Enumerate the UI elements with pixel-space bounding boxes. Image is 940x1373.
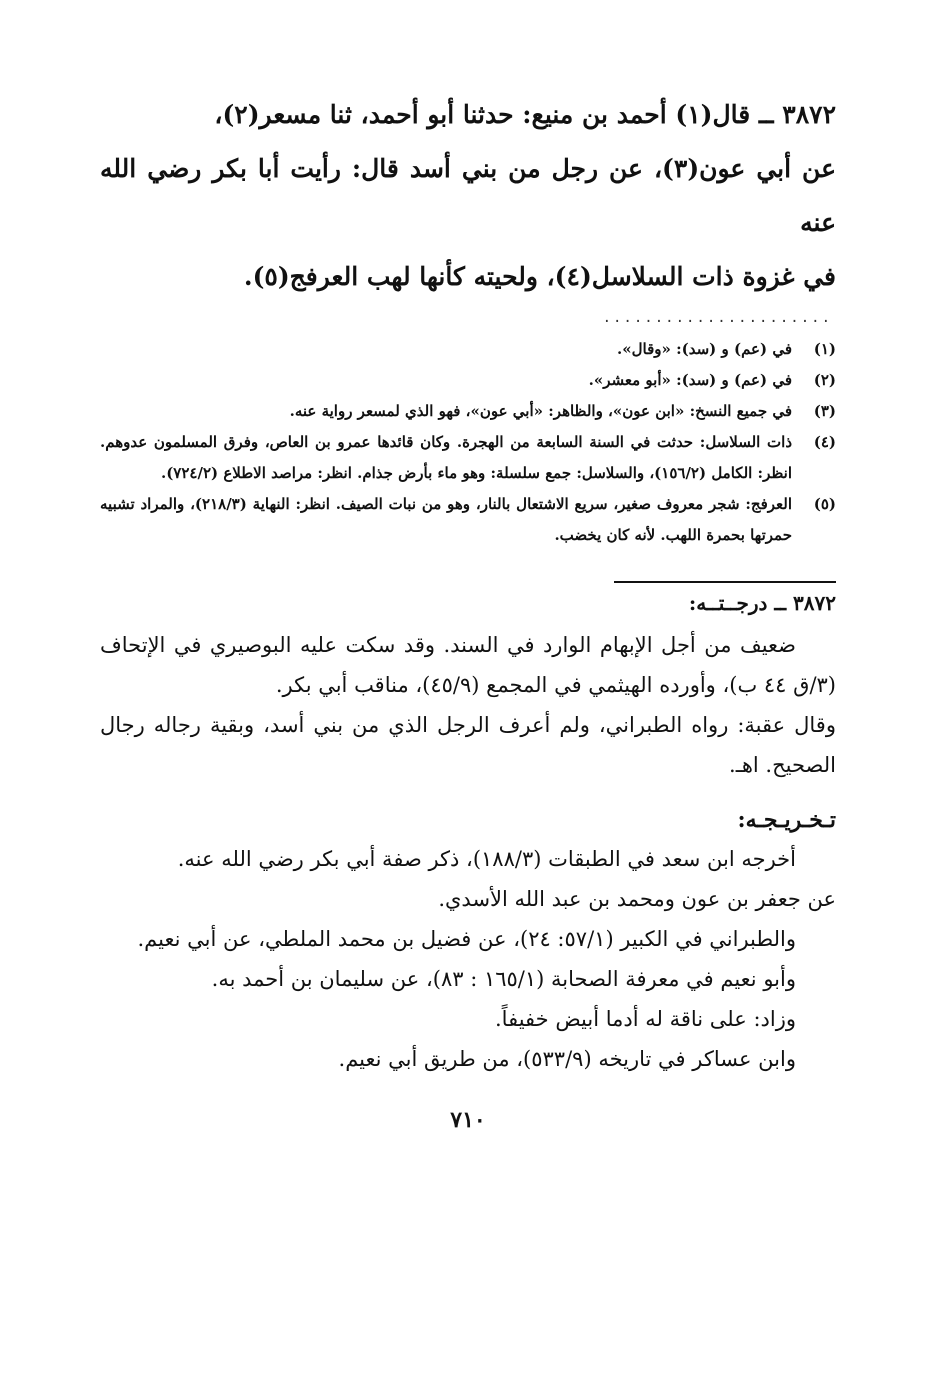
- takhrij-section: [100, 839, 836, 1079]
- footnote: [100, 365, 836, 396]
- grade-paragraph: ضعيف من أجل الإبهام الوارد في السند. وقد سكت عليه البوصيري في الإتحاف (٣/ق ٤٤ ب)، وأورده الهيثمي في المجمع (٤٥/٩)، مناقب أبي بكر.: [100, 633, 836, 697]
- footnote-text: في جميع النسخ: «ابن عون»، والظاهر: «أبي عون»، فهو الذي لمسعر رواية عنه.: [289, 402, 792, 420]
- takhrij-paragraph: والطبراني في الكبير (٥٧/١: ٢٤)، عن فضيل بن محمد الملطي، عن أبي نعيم.: [137, 927, 796, 951]
- footnote-number: (٤): [813, 433, 836, 451]
- footnotes: [100, 334, 836, 551]
- section-divider: [614, 581, 836, 583]
- footnote-text: في (عم) و (سد): «أبو معشر».: [588, 371, 792, 389]
- footnote-text: ذات السلاسل: حدثت في السنة السابعة من الهجرة. وكان قائدها عمرو بن العاص، وفرق المسلمون عدوهم. انظر: الكامل (١٥٦/٢)، والسلاسل: جمع سلسلة: وهو ماء بأرض جذام. انظر: مراصد الاطلاع (٧٢٤/٢).: [100, 433, 792, 482]
- page-content: [100, 88, 836, 1133]
- page-number: ٧١٠: [450, 1107, 486, 1133]
- footnote-number: (٣): [813, 402, 836, 420]
- footnote-separator: ......................: [602, 310, 832, 326]
- takhrij-paragraph: وأبو نعيم في معرفة الصحابة (١٦٥/١ : ٨٣)، عن سليمان بن أحمد به.: [211, 967, 796, 991]
- footnote-text: في (عم) و (سد): «وقال».: [617, 340, 792, 358]
- footnote-number: (٥): [813, 495, 836, 513]
- footnote: [100, 489, 836, 551]
- footnote-number: (٢): [813, 371, 836, 389]
- footnote: [100, 427, 836, 489]
- footnote: [100, 334, 836, 365]
- takhrij-paragraph: وابن عساكر في تاريخه (٥٣٣/٩)، من طريق أبي نعيم.: [338, 1047, 796, 1071]
- footnote-number: (١): [813, 340, 836, 358]
- hadith-line: عن أبي عون(٣)، عن رجل من بني أسد قال: رأيت أبا بكر رضي الله عنه: [100, 154, 836, 237]
- hadith-text: [100, 88, 836, 304]
- takhrij-paragraph: عن جعفر بن عون ومحمد بن عبد الله الأسدي.: [438, 887, 836, 911]
- grade-heading: ٣٨٧٢ ــ درجــتــه:: [688, 591, 836, 615]
- takhrij-paragraph: وزاد: على ناقة له أدما أبيض خفيفاً.: [495, 1007, 796, 1031]
- footnote: [100, 396, 836, 427]
- takhrij-paragraph: أخرجه ابن سعد في الطبقات (١٨٨/٣)، ذكر صفة أبي بكر رضي الله عنه.: [177, 847, 796, 871]
- takhrij-heading: تـخـريـجـه:: [737, 807, 836, 833]
- grade-section: [100, 625, 836, 785]
- grade-paragraph: وقال عقبة: رواه الطبراني، ولم أعرف الرجل الذي من بني أسد، وبقية رجاله رجال الصحيح. اهـ.: [100, 713, 836, 777]
- hadith-line: في غزوة ذات السلاسل(٤)، ولحيته كأنها لهب العرفج(٥).: [243, 262, 836, 291]
- hadith-line: ٣٨٧٢ ــ قال(١) أحمد بن منيع: حدثنا أبو أحمد، ثنا مسعر(٢)،: [214, 100, 836, 129]
- footnote-text: العرفج: شجر معروف صغير، سريع الاشتعال بالنار، وهو من نبات الصيف. انظر: النهاية (٢١٨/٣)، والمراد تشبيه حمرتها بحمرة اللهب. لأنه كان يخضب.: [100, 495, 792, 544]
